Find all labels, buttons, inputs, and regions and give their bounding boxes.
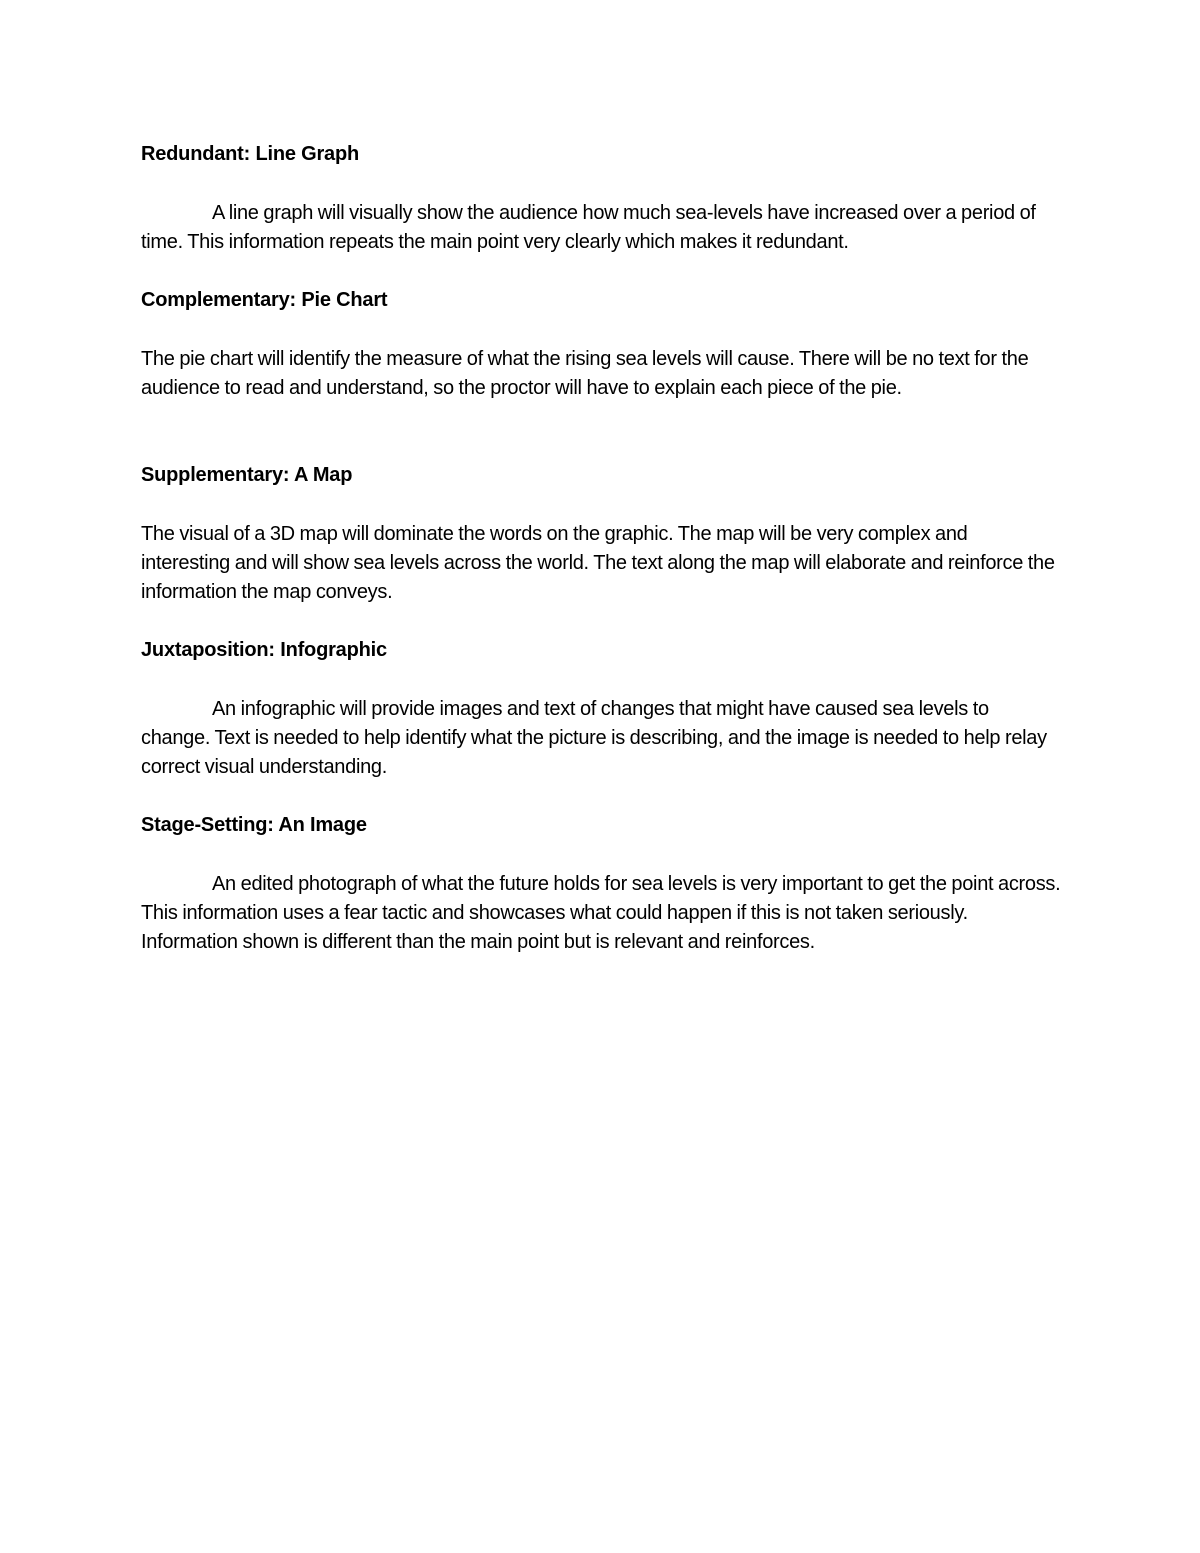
section-body-stage-setting: An edited photograph of what the future holds for sea levels is very important to get the point across. This information uses a fear tactic and showcases what could happen if this is not taken seriously. Information shown is different than the main point but is relevant and reinforces.: [141, 873, 1061, 953]
section-heading-stage-setting: Stage-Setting: An Image: [141, 814, 367, 836]
section-heading-complementary: Complementary: Pie Chart: [141, 289, 388, 311]
section-body-complementary: The pie chart will identify the measure of what the rising sea levels will cause. There will be no text for the audience to read and understand, so the proctor will have to explain each piece of the pie.: [141, 348, 1029, 399]
section-body-redundant: A line graph will visually show the audience how much sea-levels have increased over a period of time. This information repeats the main point very clearly which makes it redundant.: [141, 202, 1036, 253]
section-body-juxtaposition: An infographic will provide images and text of changes that might have caused sea levels to change. Text is needed to help identify what the picture is describing, and the image is needed to help relay correct visual understanding.: [141, 698, 1047, 778]
section-heading-supplementary: Supplementary: A Map: [141, 464, 353, 486]
section-body-supplementary: The visual of a 3D map will dominate the words on the graphic. The map will be very complex and interesting and will show sea levels across the world. The text along the map will elaborate and reinforce the information the map conveys.: [141, 523, 1055, 603]
section-heading-juxtaposition: Juxtaposition: Infographic: [141, 639, 387, 661]
document-body: [141, 140, 1061, 957]
section-heading-redundant: Redundant: Line Graph: [141, 143, 360, 165]
